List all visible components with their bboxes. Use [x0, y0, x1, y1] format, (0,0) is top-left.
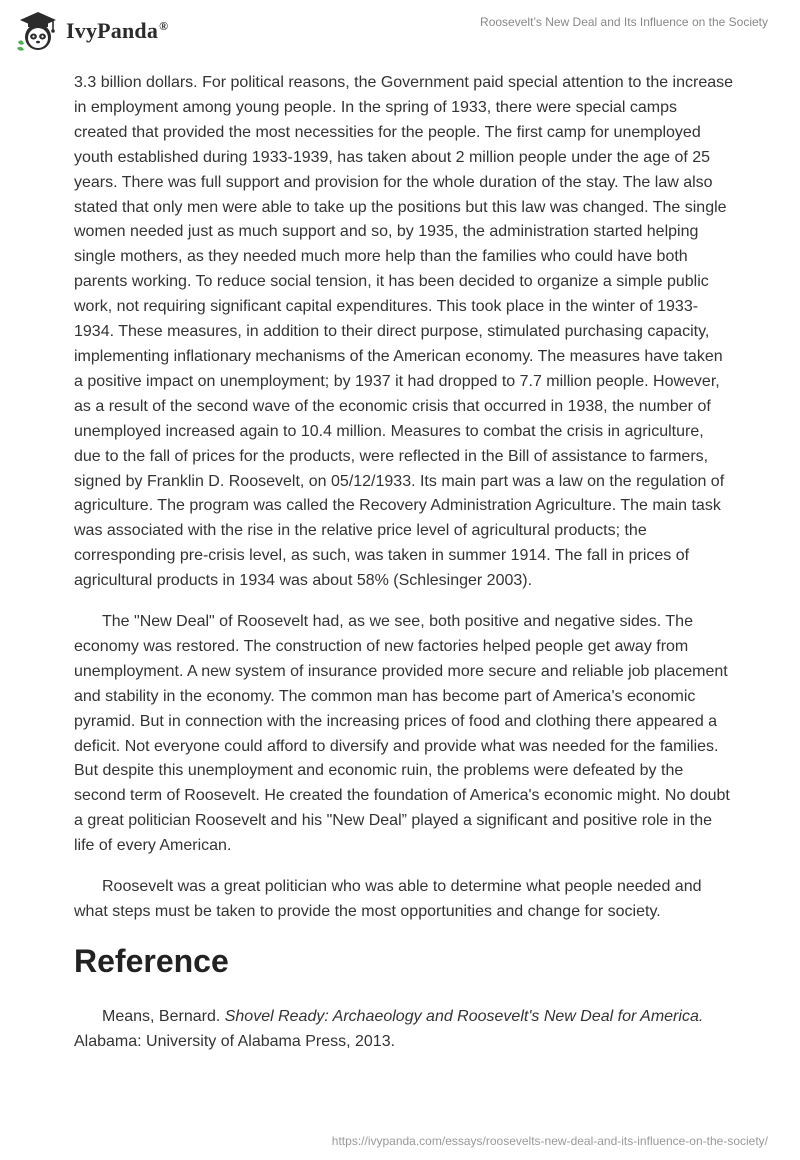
- reference-heading: Reference: [74, 942, 229, 979]
- footer-url[interactable]: https://ivypanda.com/essays/roosevelts-new-deal-and-its-influence-on-the-society/: [331, 1134, 768, 1148]
- body-paragraph-1: 3.3 billion dollars. For political reasons, the Government paid special attention to the increase in employment among young people. In the spring of 1933, there were special camps created that provided the most necessities for the people. The first camp for unemployed youth established during 1933-1939, has taken about 2 million people under the age of 25 years. There was full support and provision for the whole duration of the stay. The law also stated that only men were able to take up the positions but this law was changed. The single women needed just as much support and so, by 1935, the administration started helping single mothers, as they needed much more help than the families who could have both parents working. To reduce social tension, it has been decided to organize a simple public work, not requiring significant capital expenditures. This took place in the winter of 1933-1934. These measures, in addition to their direct purpose, stimulated purchasing capacity, implementing inflationary mechanisms of the American economy. The measures have taken a positive impact on unemployment; by 1937 it had dropped to 7.7 million people. However, as a result of the second wave of the economic crisis that occurred in 1938, the number of unemployed increased again to 10.4 million. Measures to combat the crisis in agriculture, due to the fall of prices for the products, were reflected in the Bill of assistance to farmers, signed by Franklin D. Roosevelt, on 05/12/1933. Its main part was a law on the regulation of agriculture. The program was called the Recovery Administration Agriculture. The main task was associated with the rise in the relative price level of agricultural products; the corresponding pre-crisis level, as such, was taken in summer 1914. The fall in prices of agricultural products in 1934 was about 58% (Schlesinger 2003).: [74, 74, 734, 590]
- ivypanda-logo[interactable]: [14, 8, 168, 54]
- reference-title: Shovel Ready: Archaeology and Roosevelt's New Deal for America.: [224, 1007, 704, 1025]
- essay-content: [74, 71, 734, 1055]
- logo-name: IvyPanda: [66, 18, 159, 43]
- registered-mark: ®: [159, 18, 169, 33]
- reference-entry: [74, 1005, 734, 1055]
- body-paragraph-2: The "New Deal" of Roosevelt had, as we see, both positive and negative sides. The economy was restored. The construction of new factories helped people get away from unemployment. A new system of insurance provided more secure and reliable job placement and stability in the economy. The common man has become part of America's economic pyramid. But in connection with the increasing prices of food and clothing there appeared a deficit. Not everyone could afford to diversify and provide what was needed for the families. But despite this unemployment and economic ruin, the problems were defeated by the second term of Roosevelt. He created the foundation of America's economic might. No doubt a great politician Roosevelt and his "New Deal” played a significant and positive role in the life of every American.: [74, 613, 730, 855]
- reference-author: Means, Bernard.: [102, 1007, 225, 1025]
- page-header: [0, 0, 800, 70]
- logo-wordmark: [66, 18, 168, 44]
- reference-publisher: Alabama: University of Alabama Press, 2013.: [74, 1032, 396, 1050]
- body-paragraph-3: Roosevelt was a great politician who was able to determine what people needed and what steps must be taken to provide the most opportunities and change for society.: [74, 878, 702, 920]
- panda-graduate-icon: [14, 8, 60, 54]
- running-title: Roosevelt’s New Deal and Its Influence on the Society: [480, 15, 768, 29]
